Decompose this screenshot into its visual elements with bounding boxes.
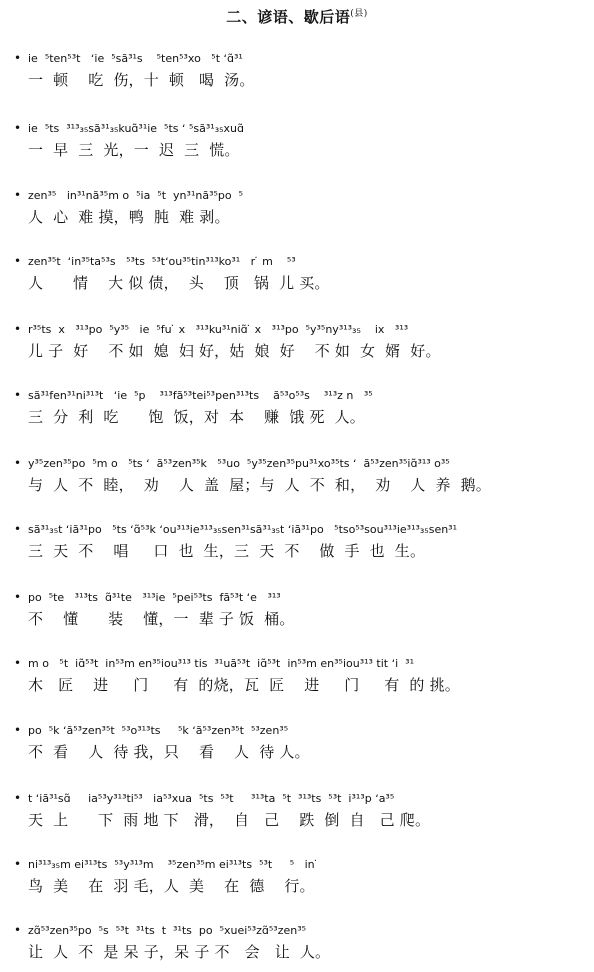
proverb-text: 天 上 下 雨 地 下 滑， 自 己 跌 倒 自 己 爬。 [28, 811, 431, 829]
proverb-item [14, 254, 588, 293]
proverb-phonetic: r³⁵ts x ³¹³po ⁵y³⁵ ie ⁵fu ̇ x ³¹³ku³¹niɑ̃ ̇ x ³¹³po ⁵y³⁵ny³¹³₃₅ ix ³¹³ [28, 323, 409, 336]
proverb-phonetic: zen³⁵t ʻin³⁵ta⁵³s ⁵³ts ⁵³tʻou³⁵tin³¹³ko³¹ r ̇ m ⁵³ [28, 255, 296, 268]
proverb-phonetic: sã³¹₃₅t ʻiã³¹po ⁵ts ʻɑ̃⁵³k ʻou³¹³ie³¹³₃₅sen³¹sã³¹₃₅t ʻiã³¹po ⁵tso⁵³sou³¹³ie³¹³₃₅sen³¹ [28, 523, 457, 536]
bullet-marker: • [14, 188, 22, 202]
bullet-marker: • [14, 857, 22, 871]
proverb-phonetic: ie ⁵ts ³¹³₃₅sã³¹₃₅kuɑ̃³¹ie ⁵ts ʻ ⁵sã³¹₃₅xuɑ̃ [28, 122, 244, 135]
proverb-item [14, 456, 588, 495]
bullet-marker: • [14, 590, 22, 604]
bullet-marker: • [14, 254, 22, 268]
proverb-phonetic: m o ⁵t iɑ̃⁵³t in⁵³m en³⁵iou³¹³ tis ³¹uã⁵³t iɑ̃⁵³t in⁵³m en³⁵iou³¹³ tit ʻi ³¹ [28, 657, 414, 670]
proverb-phonetic: t ʻiã³¹sɑ̃ ia⁵³y³¹³ti⁵³ ia⁵³xua ⁵ts ⁵³t ³¹³ta ⁵t ³¹³ts ⁵³t i³¹³p ʻa³⁵ [28, 792, 395, 805]
proverb-phonetic: po ⁵k ʻã⁵³zen³⁵t ⁵³o³¹³ts ⁵k ʻã⁵³zen³⁵t ⁵³zen³⁵ [28, 724, 289, 737]
proverb-phonetic: sã³¹fen³¹ni³¹³t ʻie ⁵p ³¹³fã⁵³tei⁵³pen³¹³ts ã⁵³o⁵³s ³¹³z n ³⁵ [28, 389, 373, 402]
proverb-text: 人 心 难 摸，鸭 肫 难 剥。 [28, 208, 230, 226]
proverb-item [14, 590, 588, 629]
proverb-text: 木 匠 进 门 有 的烧，瓦 匠 进 门 有 的 挑。 [28, 676, 460, 694]
proverb-item [14, 388, 588, 427]
proverb-item [14, 923, 588, 962]
proverb-text: 不 懂 装 懂，一 辈 子 饭 桶。 [28, 610, 295, 628]
proverb-item [14, 723, 588, 762]
proverb-item [14, 188, 588, 227]
section-title [0, 6, 594, 27]
proverb-item [14, 656, 588, 695]
proverb-item [14, 322, 588, 361]
proverb-phonetic: ie ⁵ten⁵³t ʻie ⁵sã³¹s ⁵ten⁵³xo ⁵t ʻɑ̃³¹ [28, 52, 243, 65]
proverb-text: 三 天 不 唱 口 也 生，三 天 不 做 手 也 生。 [28, 542, 426, 560]
bullet-marker: • [14, 322, 22, 336]
proverb-text: 不 看 人 待 我，只 看 人 待 人。 [28, 743, 310, 761]
proverb-phonetic: y³⁵zen³⁵po ⁵m o ⁵ts ʻ ã⁵³zen³⁵k ⁵³uo ⁵y³⁵zen³⁵pu³¹xo³⁵ts ʻ ã⁵³zen³⁵iɑ̃³¹³ o³⁵ [28, 457, 450, 470]
proverb-text: 让 人 不 是 呆 子，呆 子 不 会 让 人。 [28, 943, 331, 961]
bullet-marker: • [14, 456, 22, 470]
proverb-text: 人 情 大 似 债， 头 顶 锅 儿 买。 [28, 274, 330, 292]
proverb-item [14, 51, 588, 90]
proverb-text: 与 人 不 睦， 劝 人 盖 屋；与 人 不 和， 劝 人 养 鹅。 [28, 476, 491, 494]
proverb-item [14, 791, 588, 830]
bullet-marker: • [14, 388, 22, 402]
proverb-phonetic: ni³¹³₃₅m ei³¹³ts ⁵³y³¹³m ³⁵zen³⁵m ei³¹³ts ⁵³t ⁵ in ̇ [28, 858, 319, 871]
section-title-text: 二、谚语、歇后语 [226, 8, 351, 26]
proverb-item [14, 857, 588, 896]
section-title-note: (县) [350, 9, 368, 19]
bullet-marker: • [14, 656, 22, 670]
proverb-text: 三 分 利 吃 饱 饭，对 本 赚 饿 死 人。 [28, 408, 366, 426]
bullet-marker: • [14, 51, 22, 65]
bullet-marker: • [14, 923, 22, 937]
proverb-item [14, 522, 588, 561]
proverb-text: 鸟 美 在 羽 毛，人 美 在 德 行。 [28, 877, 315, 895]
bullet-marker: • [14, 791, 22, 805]
proverb-item [14, 121, 588, 160]
bullet-marker: • [14, 522, 22, 536]
bullet-marker: • [14, 121, 22, 135]
proverb-text: 一 早 三 光，一 迟 三 慌。 [28, 141, 240, 159]
proverb-phonetic: zɑ̃⁵³zen³⁵po ⁵s ⁵³t ³¹ts t ³¹ts po ⁵xuei⁵³zɑ̃⁵³zen³⁵ [28, 924, 307, 937]
proverb-phonetic: zen³⁵ in³¹nã³⁵m o ⁵ia ⁵t yn³¹nã³⁵po ⁵ [28, 189, 243, 202]
bullet-marker: • [14, 723, 22, 737]
proverb-phonetic: po ⁵te ³¹³ts ɑ̃³¹te ³¹³ie ⁵pei⁵³ts fã⁵³t ʻe ³¹³ [28, 591, 281, 604]
proverb-text: 一 顿 吃 伤，十 顿 喝 汤。 [28, 71, 255, 89]
proverb-text: 儿 子 好 不 如 媳 妇 好，姑 娘 好 不 如 女 婿 好。 [28, 342, 441, 360]
